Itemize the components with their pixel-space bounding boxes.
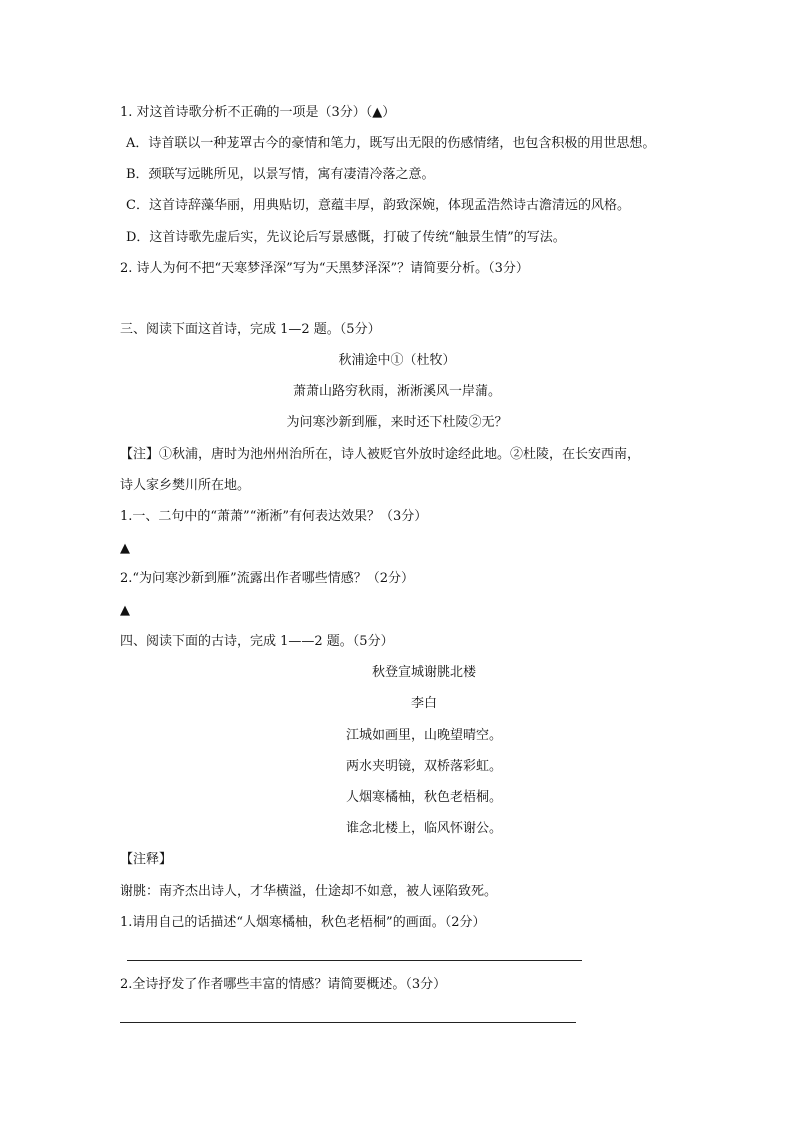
answer-placeholder: ▲: [120, 603, 130, 618]
section3-heading: 三、阅读下面这首诗，完成 1—2 题。（5分）: [120, 322, 381, 337]
answer-placeholder: ▲: [120, 541, 130, 556]
question-2: 2. 诗人为何不把“天寒梦泽深”写为“天黑梦泽深”？请简要分析。（3分）: [120, 261, 529, 276]
poem-line: 萧萧山路穷秋雨，淅淅溪风一岸蒲。: [292, 384, 501, 399]
poem-line: 谁念北楼上，临风怀谢公。: [345, 821, 502, 836]
poem-title: 秋浦途中①（杜牧）: [338, 353, 456, 368]
annotation: 谢朓：南齐杰出诗人，才华横溢，仕途却不如意，被人诬陷致死。: [120, 884, 498, 899]
annotation: 诗人家乡樊川所在地。: [120, 478, 251, 493]
question-1: 1. 对这首诗歌分析不正确的一项是（3分）（▲）: [120, 105, 396, 120]
annotation: 【注】①秋浦，唐时为池州州治所在，诗人被贬官外放时途经此地。②杜陵，在长安西南，: [120, 447, 641, 462]
question-2: 2.“为问寒沙新到雁”流露出作者哪些情感？（2分）: [120, 571, 414, 586]
answer-line: [120, 1022, 576, 1023]
question-1: 1.一、二句中的“萧萧”“淅淅”有何表达效果？（3分）: [120, 509, 428, 524]
poem-line: 人烟寒橘柚，秋色老梧桐。: [345, 790, 502, 805]
poem-title: 秋登宣城谢朓北楼: [371, 665, 476, 680]
question-1: 1.请用自己的话描述“人烟寒橘柚，秋色老梧桐”的画面。（2分）: [120, 915, 486, 930]
option-a: A．诗首联以一种茏罩古今的豪情和笔力，既写出无限的伤感情绪，也包含积极的用世思想。: [126, 136, 656, 151]
option-d: D．这首诗歌先虚后实，先议论后写景感慨，打破了传统“触景生情”的写法。: [126, 230, 566, 245]
question-2: 2.全诗抒发了作者哪些丰富的情感？请简要概述。（3分）: [120, 977, 447, 992]
notes-label: 【注释】: [120, 852, 173, 867]
option-b: B．颈联写远眺所见，以景写情，寓有凄清冷落之意。: [126, 167, 435, 182]
option-c: C．这首诗辞藻华丽，用典贴切，意蕴丰厚，韵致深婉，体现孟浩然诗古澹清远的风格。: [126, 198, 630, 213]
poem-line: 两水夹明镜，双桥落彩虹。: [345, 759, 502, 774]
poem-line: 江城如画里，山晚望晴空。: [345, 728, 502, 743]
answer-line: [127, 960, 582, 961]
poem-author: 李白: [410, 696, 437, 711]
section4-heading: 四、阅读下面的古诗，完成 1——2 题。（5分）: [120, 634, 394, 649]
poem-line: 为问寒沙新到雁，来时还下杜陵②无？: [286, 415, 508, 430]
